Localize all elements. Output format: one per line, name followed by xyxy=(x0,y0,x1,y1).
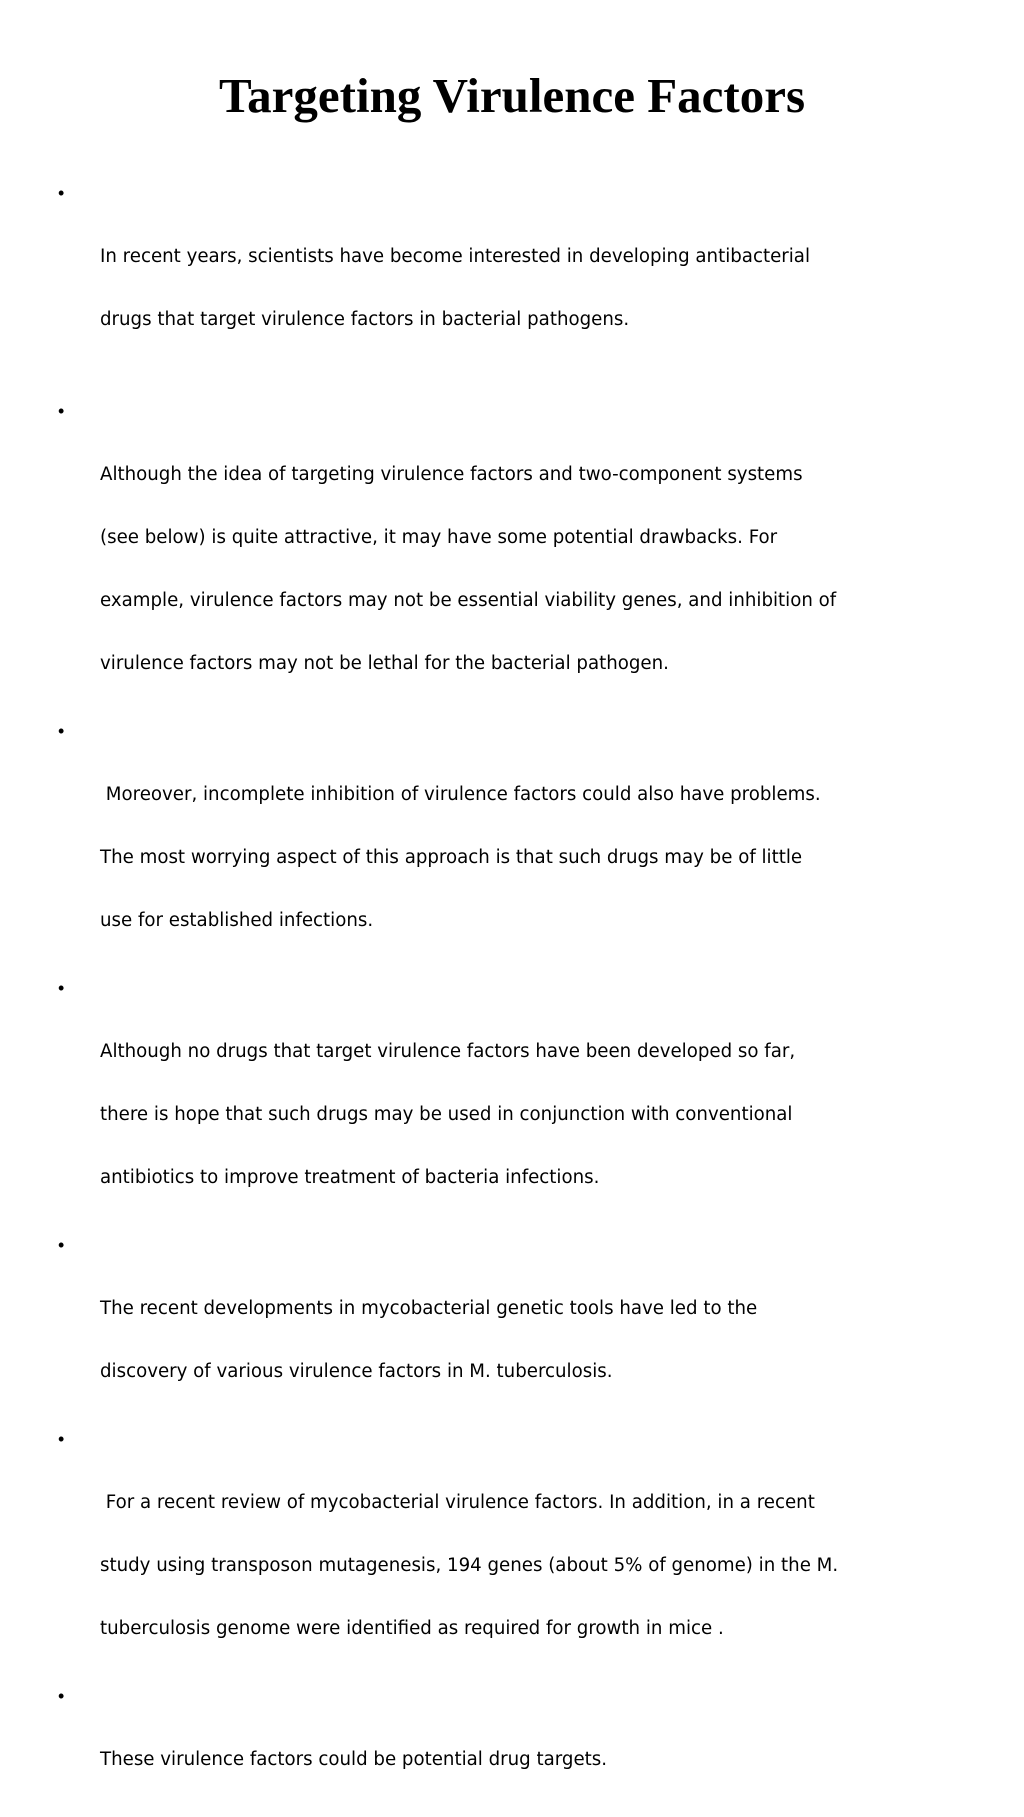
bullet-text-line: study using transposon mutagenesis, 194 genes (about 5% of genome) in the M. xyxy=(100,1555,839,1576)
bullet-marker-icon: • xyxy=(58,183,65,203)
bullet-marker-icon: • xyxy=(58,1429,65,1449)
bullet-marker-icon: • xyxy=(58,401,65,421)
bullet-item xyxy=(58,183,988,372)
bullet-item xyxy=(58,978,988,1230)
bullet-text-line: Although no drugs that target virulence factors have been developed so far, xyxy=(100,1041,796,1062)
bullet-list xyxy=(58,183,988,1817)
bullet-item xyxy=(58,1686,988,1812)
bullet-marker-icon: • xyxy=(58,721,65,741)
bullet-text-line: drugs that target virulence factors in bacterial pathogens. xyxy=(100,309,630,330)
bullet-marker-icon: • xyxy=(58,1235,65,1255)
bullet-item xyxy=(58,1429,988,1681)
bullet-marker-icon: • xyxy=(58,1686,65,1706)
bullet-text-line: there is hope that such drugs may be used in conjunction with conventional xyxy=(100,1104,793,1125)
bullet-text-line: virulence factors may not be lethal for the bacterial pathogen. xyxy=(100,653,669,674)
bullet-text-line: tuberculosis genome were identified as required for growth in mice . xyxy=(100,1618,724,1639)
bullet-item xyxy=(58,1235,988,1424)
bullet-item xyxy=(58,401,988,716)
bullet-text-line: antibiotics to improve treatment of bacteria infections. xyxy=(100,1167,600,1188)
bullet-marker-icon: • xyxy=(58,978,65,998)
bullet-text-line: example, virulence factors may not be essential viability genes, and inhibition of xyxy=(100,590,837,611)
bullet-text-line: The most worrying aspect of this approach is that such drugs may be of little xyxy=(100,847,803,868)
bullet-text-line: use for established infections. xyxy=(100,910,374,931)
bullet-text-line: Although the idea of targeting virulence factors and two-component systems xyxy=(100,464,803,485)
slide-title: Targeting Virulence Factors xyxy=(218,68,806,123)
bullet-text-line: Moreover, incomplete inhibition of virulence factors could also have problems. xyxy=(100,784,821,805)
bullet-text-line: (see below) is quite attractive, it may have some potential drawbacks. For xyxy=(100,527,778,548)
bullet-text-line: discovery of various virulence factors in M. tuberculosis. xyxy=(100,1361,613,1382)
bullet-text-line: These virulence factors could be potential drug targets. xyxy=(100,1749,608,1770)
bullet-text-line: For a recent review of mycobacterial virulence factors. In addition, in a recent xyxy=(100,1492,815,1513)
bullet-text-line: The recent developments in mycobacterial genetic tools have led to the xyxy=(100,1298,758,1319)
bullet-text-line: In recent years, scientists have become interested in developing antibacterial xyxy=(100,246,810,267)
bullet-item xyxy=(58,721,988,973)
